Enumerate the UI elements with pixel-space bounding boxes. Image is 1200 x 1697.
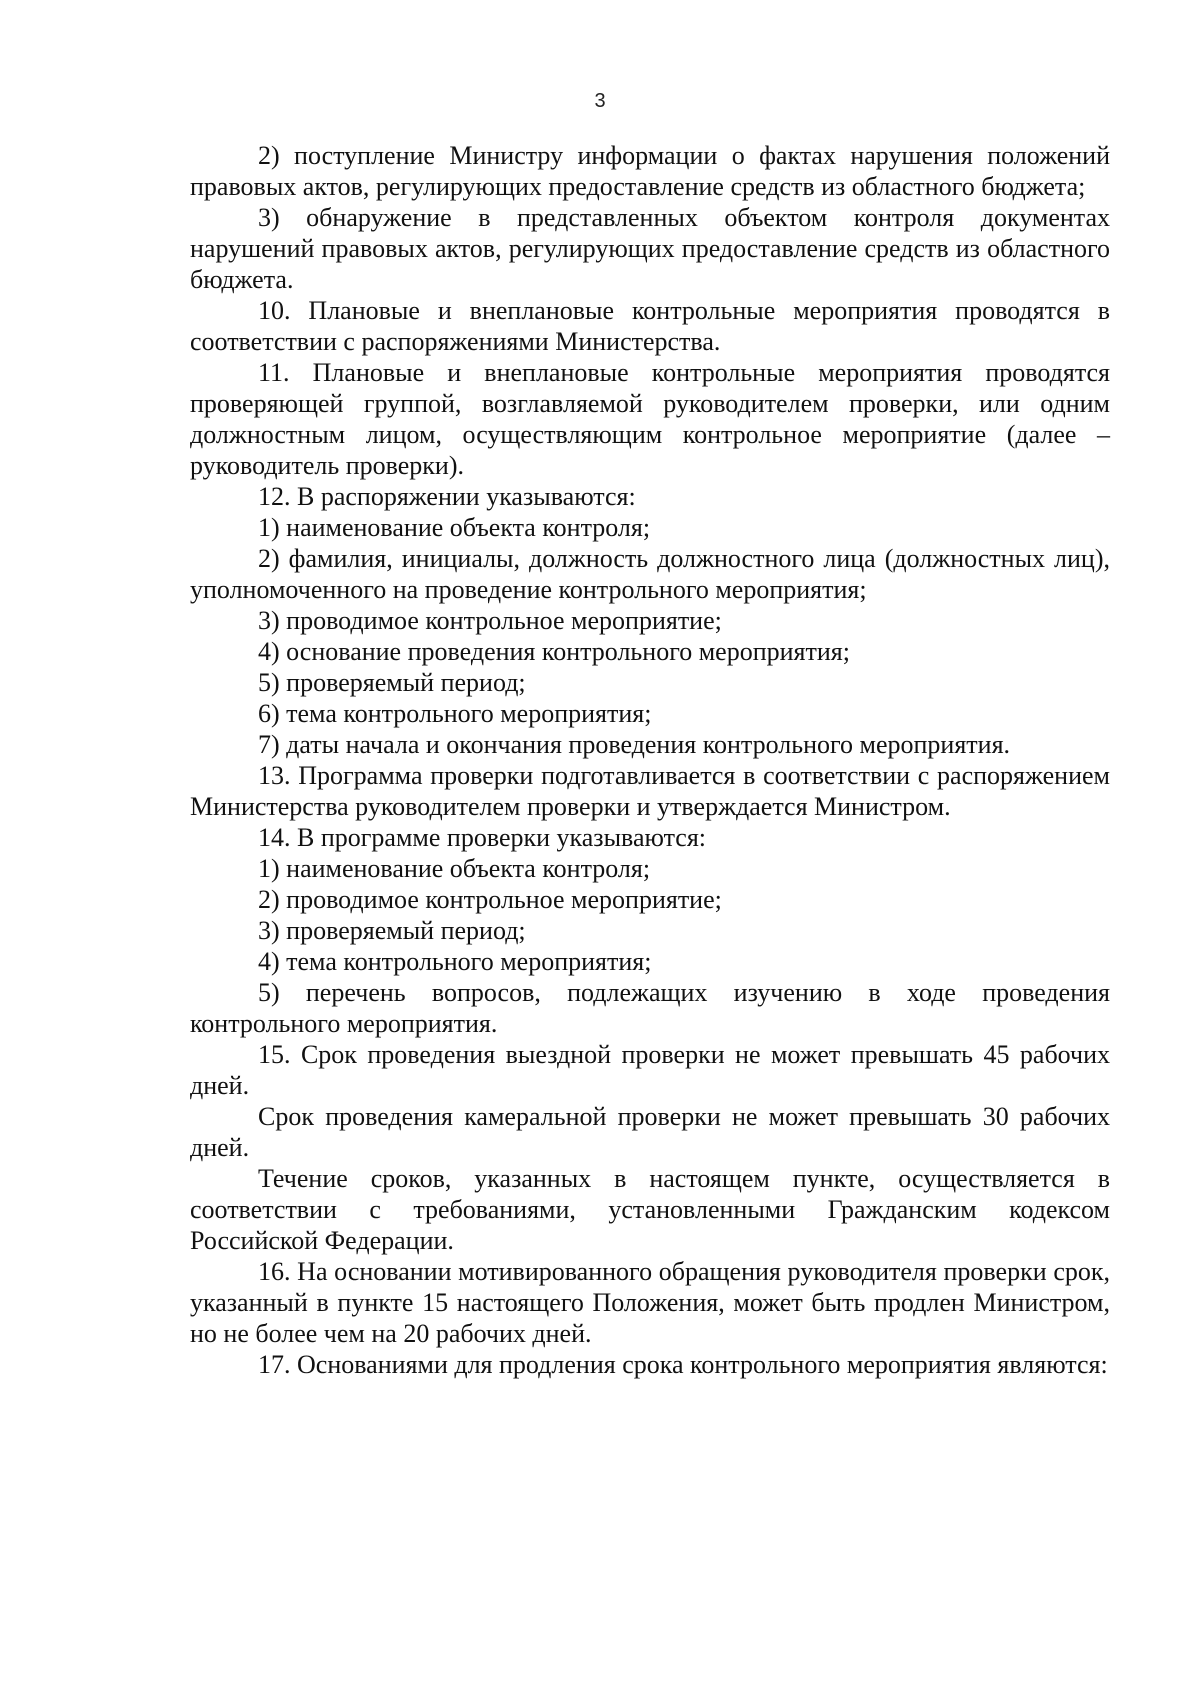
paragraph: 2) поступление Министру информации о фактах нарушения положений правовых актов, регулирующих предоставление средств из областного бюджета; (190, 141, 1110, 201)
paragraph: 1) наименование объекта контроля; (258, 513, 651, 542)
paragraph: 4) основание проведения контрольного мероприятия; (258, 637, 850, 666)
paragraph: 15. Срок проведения выездной проверки не может превышать 45 рабочих дней. (190, 1040, 1110, 1100)
paragraph: 11. Плановые и внеплановые контрольные мероприятия проводятся проверяющей группой, возглавляемой руководителем проверки, или одним должностным лицом, осуществляющим контрольное мероприятие (далее – руководитель проверки). (190, 358, 1110, 480)
paragraph: 12. В распоряжении указываются: (258, 482, 636, 511)
paragraph: 4) тема контрольного мероприятия; (258, 947, 652, 976)
paragraph: 3) обнаружение в представленных объектом контроля документах нарушений правовых актов, регулирующих предоставление средств из областного бюджета. (190, 203, 1110, 294)
paragraph: 5) проверяемый период; (258, 668, 526, 697)
paragraph: 3) проверяемый период; (258, 916, 526, 945)
paragraph: 3) проводимое контрольное мероприятие; (258, 606, 722, 635)
document-body (190, 140, 1110, 1380)
paragraph: 13. Программа проверки подготавливается в соответствии с распоряжением Министерства руководителем проверки и утверждается Министром. (190, 761, 1110, 821)
paragraph: 16. На основании мотивированного обращения руководителя проверки срок, указанный в пункте 15 настоящего Положения, может быть продлен Министром, но не более чем на 20 рабочих дней. (190, 1257, 1110, 1348)
paragraph: 1) наименование объекта контроля; (258, 854, 651, 883)
paragraph: Срок проведения камеральной проверки не может превышать 30 рабочих дней. (190, 1102, 1110, 1162)
paragraph: 7) даты начала и окончания проведения контрольного мероприятия. (258, 730, 1011, 759)
paragraph: 17. Основаниями для продления срока контрольного мероприятия являются: (258, 1350, 1108, 1379)
paragraph: 6) тема контрольного мероприятия; (258, 699, 652, 728)
paragraph: 14. В программе проверки указываются: (258, 823, 707, 852)
paragraph: 2) проводимое контрольное мероприятие; (258, 885, 722, 914)
paragraph: Течение сроков, указанных в настоящем пункте, осуществляется в соответствии с требованиями, установленными Гражданским кодексом Российской Федерации. (190, 1164, 1110, 1255)
paragraph: 5) перечень вопросов, подлежащих изучению в ходе проведения контрольного мероприятия. (190, 978, 1110, 1038)
page-number: 3 (594, 90, 606, 112)
paragraph: 2) фамилия, инициалы, должность должностного лица (должностных лиц), уполномоченного на проведение контрольного мероприятия; (190, 544, 1110, 604)
paragraph: 10. Плановые и внеплановые контрольные мероприятия проводятся в соответствии с распоряжениями Министерства. (190, 296, 1110, 356)
